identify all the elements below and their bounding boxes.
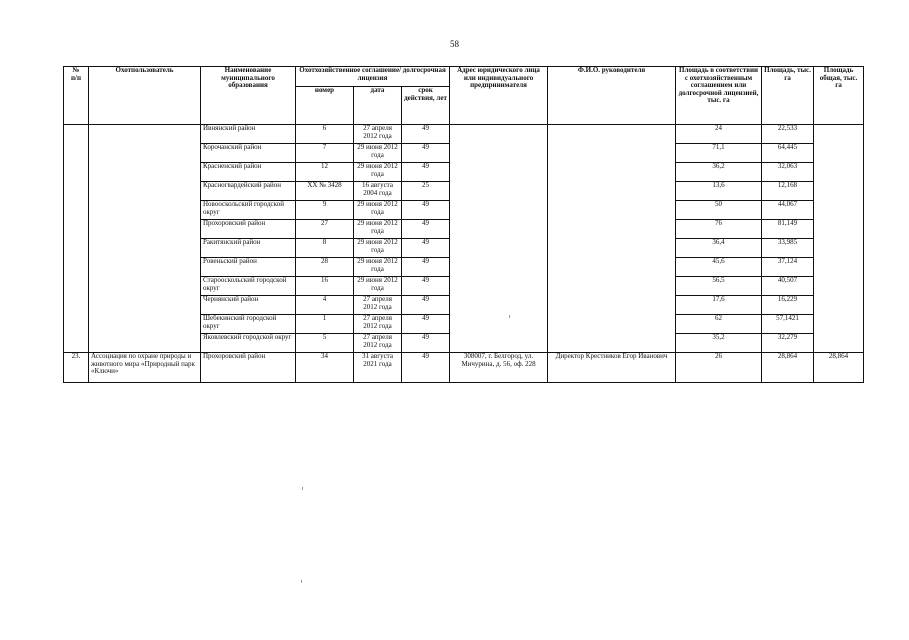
header-area-total: Площадь общая, тыс. га [814,67,864,125]
cell-municipality: Прохоровский район [201,220,296,239]
header-num: № п/п [64,67,89,125]
cell-date: 29 июня 2012 года [354,144,402,163]
cell-municipality: Старооскольский городской округ [201,277,296,296]
cell-date: 27 апреля 2012 года [354,125,402,144]
cell-address-empty [450,125,548,353]
cell-head-empty [548,125,676,353]
cell-municipality: Чернянский район [201,296,296,315]
header-number: номер [296,87,354,125]
cell-num-empty [64,125,89,353]
row23-num: 23. [64,353,89,383]
scan-dot [302,487,303,490]
row23-term: 49 [402,353,450,383]
cell-number: 7 [296,144,354,163]
cell-term: 49 [402,296,450,315]
cell-area: 64,445 [762,144,814,163]
row23-user: Ассоциация по охране природы и животного мира «Природный парк «Ключи» [89,353,201,383]
cell-area-agreement: 36,4 [676,239,762,258]
cell-number: 27 [296,220,354,239]
row23-date: 31 августа 2021 года [354,353,402,383]
cell-term: 49 [402,315,450,334]
cell-municipality: Шебекинский городской округ [201,315,296,334]
cell-area-agreement: 71,1 [676,144,762,163]
cell-area: 32,279 [762,334,814,353]
header-date: дата [354,87,402,125]
cell-area: 33,985 [762,239,814,258]
cell-term: 49 [402,258,450,277]
cell-user-empty [89,125,201,353]
cell-municipality: Новооскольский городской округ [201,201,296,220]
header-area-agreement: Площадь в соответствии с охотхозяйственным соглашением или долгосрочной лицензией, тыс. га [676,67,762,125]
cell-date: 29 июня 2012 года [354,239,402,258]
header-head-name: Ф.И.О. руководителя [548,67,676,125]
cell-municipality: Ракитянский район [201,239,296,258]
hunting-grounds-table [63,66,864,383]
cell-area: 40,507 [762,277,814,296]
cell-term: 49 [402,334,450,353]
cell-area-agreement: 36,2 [676,163,762,182]
cell-date: 29 июня 2012 года [354,220,402,239]
table-row-23 [64,353,864,383]
row23-municipality: Прохоровский район [201,353,296,383]
cell-area-agreement: 76 [676,220,762,239]
cell-area-agreement: 50 [676,201,762,220]
cell-date: 29 июня 2012 года [354,277,402,296]
header-municipality: Наименование муниципального образования [201,67,296,125]
cell-number: 8 [296,239,354,258]
cell-area: 16,229 [762,296,814,315]
cell-area: 44,067 [762,201,814,220]
table-row [64,125,864,144]
cell-area-agreement: 17,6 [676,296,762,315]
row23-number: 34 [296,353,354,383]
cell-number: 4 [296,296,354,315]
header-term: срок действия, лет [402,87,450,125]
cell-term: 49 [402,163,450,182]
cell-number: 5 [296,334,354,353]
row23-area-total: 28,864 [814,353,864,383]
cell-municipality: Ивнянский район [201,125,296,144]
scan-dot [509,315,510,318]
header-user: Охотпользователь [89,67,201,125]
cell-area: 57,1421 [762,315,814,334]
cell-number: 16 [296,277,354,296]
scan-dot [301,580,302,583]
cell-area: 37,124 [762,258,814,277]
header-area: Площадь, тыс. га [762,67,814,125]
cell-date: 27 апреля 2012 года [354,315,402,334]
cell-area: 12,168 [762,182,814,201]
cell-term: 49 [402,125,450,144]
cell-term: 49 [402,239,450,258]
cell-term: 25 [402,182,450,201]
header-address: Адрес юридического лица или индивидуального предпринимателя [450,67,548,125]
cell-date: 16 августа 2004 года [354,182,402,201]
row23-address: 308007, г. Белгород, ул. Мичурина, д. 56, оф. 228 [450,353,548,383]
cell-municipality: Ровеньский район [201,258,296,277]
cell-date: 29 июня 2012 года [354,258,402,277]
cell-date: 29 июня 2012 года [354,163,402,182]
cell-term: 49 [402,144,450,163]
cell-term: 49 [402,220,450,239]
row23-area: 28,864 [762,353,814,383]
cell-area: 32,063 [762,163,814,182]
cell-term: 49 [402,277,450,296]
cell-municipality: Красненский район [201,163,296,182]
cell-area-agreement: 56,5 [676,277,762,296]
cell-area-agreement: 24 [676,125,762,144]
cell-date: 27 апреля 2012 года [354,296,402,315]
cell-number: 28 [296,258,354,277]
cell-number: 9 [296,201,354,220]
row23-area-agreement: 26 [676,353,762,383]
page-number: 58 [450,39,459,49]
cell-area-agreement: 62 [676,315,762,334]
cell-area-agreement: 35,2 [676,334,762,353]
cell-municipality: Корочанский район [201,144,296,163]
cell-area-agreement: 45,6 [676,258,762,277]
cell-area: 22,533 [762,125,814,144]
cell-date: 27 апреля 2012 года [354,334,402,353]
cell-area-agreement: 13,6 [676,182,762,201]
cell-municipality: Красногвардейский район [201,182,296,201]
cell-number: 6 [296,125,354,144]
cell-number: 1 [296,315,354,334]
cell-term: 49 [402,201,450,220]
cell-area: 81,149 [762,220,814,239]
header-agreement-group: Охотхозяйственное соглашение/ долгосрочная лицензия [296,67,450,87]
cell-area-total-empty [814,125,864,353]
cell-municipality: Яковлевский городской округ [201,334,296,353]
row23-head-name: Директор Крестников Егор Иванович [548,353,676,383]
cell-number: ХХ № 3428 [296,182,354,201]
cell-date: 29 июня 2012 года [354,201,402,220]
cell-number: 12 [296,163,354,182]
